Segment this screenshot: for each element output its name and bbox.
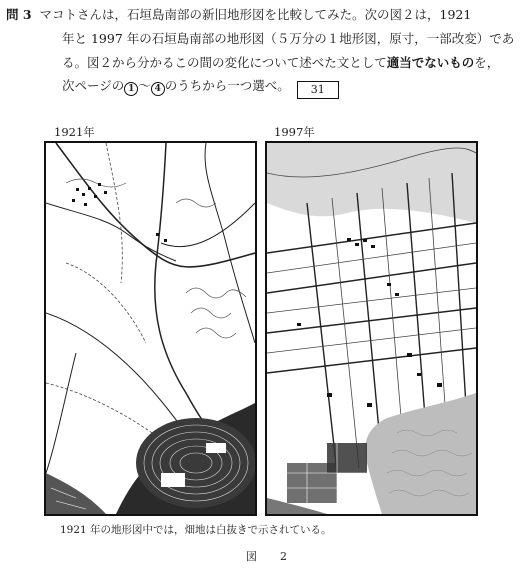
map-1997-year-label: 1997年 bbox=[274, 125, 315, 139]
map-1921 bbox=[44, 141, 257, 516]
choice-1-marker: 1 bbox=[124, 82, 138, 96]
map-1921-drawing bbox=[46, 143, 255, 514]
question-line-3 bbox=[62, 54, 499, 71]
tilde: ～ bbox=[138, 78, 151, 93]
map-caption: 1921 年の地形図中では，畑地は白抜きで示されている。 bbox=[60, 524, 332, 536]
map-1997-drawing bbox=[267, 143, 476, 514]
question-text-3a: る。図２から分かるこの間の変化について述べた文として bbox=[62, 55, 387, 70]
figure-label: 図 2 bbox=[246, 550, 293, 563]
question-text-4b: のうちから一つ選べ。 bbox=[164, 78, 290, 93]
map-1921-year-label: 1921年 bbox=[54, 125, 95, 139]
question-number: 問 3 bbox=[6, 7, 32, 22]
map-1997 bbox=[265, 141, 478, 516]
choice-4-marker: 4 bbox=[151, 82, 165, 96]
question-line-1 bbox=[6, 6, 471, 23]
question-line-2: 年と 1997 年の石垣島南部の地形図（５万分の１地形図，原寸，一部改変）であ bbox=[62, 31, 515, 46]
question-text-3c: を， bbox=[474, 55, 500, 70]
question-line-4 bbox=[62, 77, 339, 99]
question-text-4a: 次ページの bbox=[62, 78, 125, 93]
answer-box[interactable]: 31 bbox=[297, 81, 339, 99]
emphasis-not-appropriate: 適当でないもの bbox=[386, 55, 475, 70]
question-text-1: マコトさんは，石垣島南部の新旧地形図を比較してみた。次の図２は，1921 bbox=[39, 7, 472, 22]
